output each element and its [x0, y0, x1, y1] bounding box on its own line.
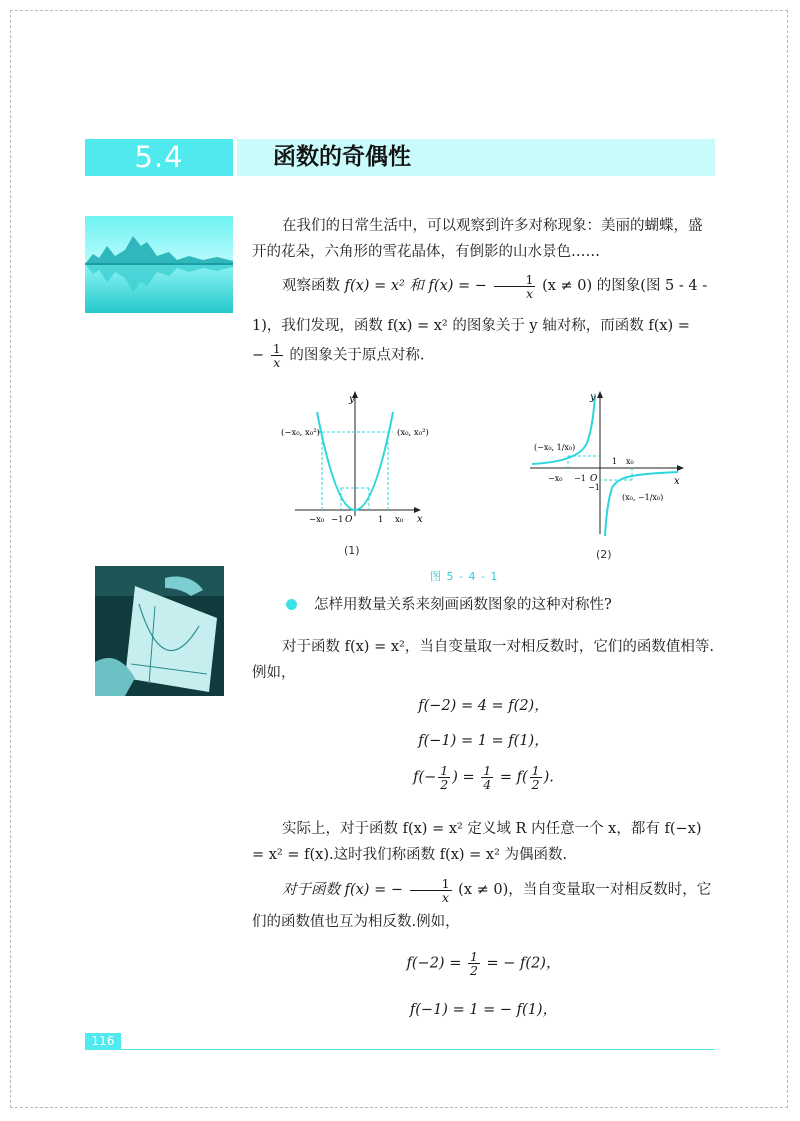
question-text: 怎样用数量关系来刻画函数图象的这种对称性?: [314, 597, 612, 613]
tick-y-neg1: −1: [588, 483, 600, 492]
tick-1: 1: [378, 515, 384, 525]
fraction-numerator: 1: [494, 273, 536, 287]
y-axis-arrow: [597, 391, 603, 398]
figure-caption-2: (2): [596, 548, 612, 561]
fraction-denominator: 2: [440, 777, 449, 792]
fraction-one-over-x: [410, 877, 452, 904]
odd-paragraph-1: [252, 874, 715, 938]
page-number: 116: [85, 1033, 121, 1050]
bullet-icon: [286, 599, 297, 610]
even-equation-1: f(−2) = 4 = f(2)，: [418, 698, 549, 714]
tick-neg1: −1: [331, 515, 344, 525]
section-title: 函数的奇偶性: [273, 144, 411, 170]
point-label-bottom: (x₀, −1/x₀): [622, 493, 664, 502]
fraction-one-over-x: [271, 342, 283, 369]
tick-neg1: −1: [574, 474, 586, 483]
fraction-numerator: 1: [469, 949, 478, 964]
fraction-numerator: 1: [410, 877, 452, 891]
origin-label: O: [590, 474, 598, 484]
fraction-denominator: x: [442, 889, 450, 905]
intro-paragraph-1: 在我们的日常生活中，可以观察到许多对称现象：美丽的蝴蝶，盛开的花朵，六角形的雪花晶体，有倒影的山水景色……: [252, 218, 703, 260]
eq-equals-f: = f: [499, 769, 522, 786]
point-label-left: (−x₀, x₀²): [281, 428, 320, 438]
x-label: x: [417, 514, 423, 525]
fraction-denominator: 2: [469, 963, 478, 978]
intro-paragraph-2: [252, 270, 715, 302]
x-label: x: [674, 476, 680, 487]
fraction-quarter: [481, 764, 493, 791]
tick-1: 1: [612, 457, 618, 466]
tick-x0: x₀: [626, 457, 634, 466]
intro-paragraph-4: [252, 342, 715, 369]
fraction-numerator: 1: [440, 763, 449, 778]
y-label: y: [590, 392, 596, 403]
odd-equation-2: f(−1) = 1 = − f(1)，: [409, 1002, 558, 1018]
origin-label: O: [345, 515, 353, 525]
fraction-denominator: x: [525, 285, 534, 301]
intro-suffix: 的图象关于原点对称.: [289, 347, 425, 364]
x-axis-arrow: [677, 465, 684, 471]
fraction-denominator: 4: [483, 777, 492, 792]
eq-right: = − f(2)，: [486, 955, 561, 972]
minus-sign: −: [252, 347, 265, 364]
figure-label: 图 5 - 4 - 1: [430, 570, 499, 583]
even-equation-2: f(−1) = 1 = f(1)，: [418, 733, 549, 749]
fraction-one-over-x: [494, 273, 536, 300]
figure-parabola: [275, 388, 435, 530]
tick-neg-x0: −x₀: [309, 515, 325, 525]
footer-rule: [85, 1049, 715, 1050]
fraction-denominator: 2: [531, 777, 540, 792]
intro-text: 观察函数: [282, 278, 340, 294]
hyperbola-branch-right: [605, 472, 678, 536]
fraction-half: [530, 764, 542, 791]
hand-photo: [95, 566, 224, 696]
point-label-right: (x₀, x₀²): [397, 428, 429, 438]
odd-text: (x ≠ 0)，当自变量取一对相反数时，它们的函数值也互为相反数.例如，: [252, 882, 712, 930]
fraction-numerator: 1: [483, 763, 492, 778]
y-label: y: [349, 394, 355, 405]
eq-f: f: [413, 769, 419, 786]
intro-text-cont: (x ≠ 0) 的图象(图 5 - 4 -: [542, 278, 708, 294]
eq-equals: =: [462, 769, 475, 786]
tick-x0: x₀: [395, 515, 404, 525]
hyperbola-branch-left: [532, 396, 595, 464]
even-equation-3: f(− $\frac{1}{2}$ ) = $\frac{1}{4}$ = f( $\frac{1}{2}$ ).: [413, 763, 554, 792]
even-paragraph-1: 对于函数 f(x) = x²，当自变量取一对相反数时，它们的函数值相等.例如，: [252, 639, 714, 681]
figure-hyperbola: [528, 388, 688, 538]
fraction-numerator: 1: [272, 341, 281, 356]
section-number: 5.4: [85, 139, 233, 176]
even-paragraph-2: 实际上，对于函数 f(x) = x² 定义域 R 内任意一个 x，都有 f(−x) = x² = f(x).这时我们称函数 f(x) = x² 为偶函数.: [252, 821, 702, 863]
odd-equation-1: [252, 950, 715, 977]
x-axis-arrow: [414, 507, 421, 513]
fraction-half: [438, 764, 450, 791]
point-label-top: (−x₀, 1/x₀): [534, 443, 576, 452]
tick-neg-x0: −x₀: [548, 474, 563, 483]
odd-formula: 对于函数 f(x) = −: [282, 882, 403, 898]
landscape-photo: [85, 216, 233, 313]
intro-paragraph-3: 1)，我们发现，函数 f(x) = x² 的图象关于 y 轴对称，而函数 f(x) =: [252, 318, 690, 334]
fraction-denominator: x: [273, 355, 281, 370]
minus-sign: −: [424, 769, 437, 786]
fraction-half: [468, 950, 480, 977]
eq-period: .: [549, 769, 554, 786]
eq-left: f(−2) =: [406, 955, 462, 972]
fraction-numerator: 1: [531, 763, 540, 778]
figure-caption-1: (1): [344, 544, 360, 557]
intro-formula: f(x) = x² 和 f(x) = −: [344, 278, 487, 294]
